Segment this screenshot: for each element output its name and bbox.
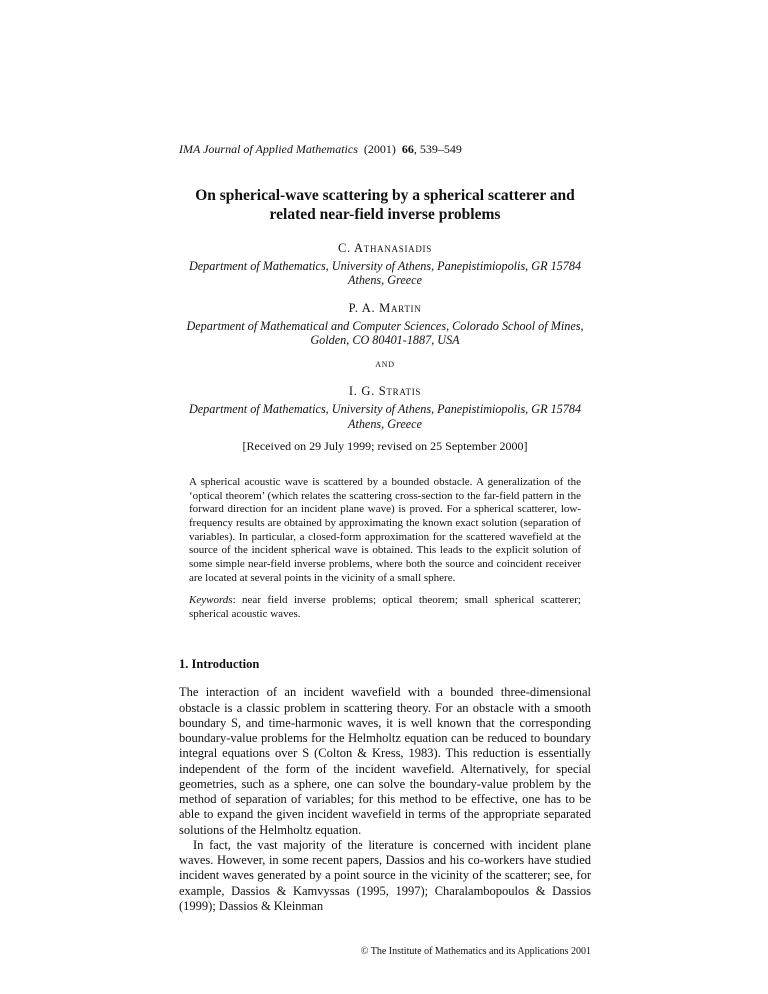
- journal-issue-year: (2001): [363, 142, 396, 156]
- received-revised-line: [Received on 29 July 1999; revised on 25 September 2000]: [242, 439, 528, 454]
- journal-page-range: , 539–549: [413, 142, 462, 156]
- abstract-text: A spherical acoustic wave is scattered by a bounded obstacle. A generalization of the ‘optical theorem’ (which relates the scattering cross-section to the far-field pattern in the forward direction for an incident plane wave) is proved. For a spherical scatterer, low-frequency results are obtained by approximating the known exact solution (separation of variables). In particular, a closed-form approximation for the scattered wavefield at the source of the incident spherical wave is obtained. This leads to the explicit solution of some simple near-field inverse problems, where both the source and coincident receiver are located at several points in the vicinity of a small sphere.: [189, 476, 581, 584]
- and-separator: and: [375, 356, 395, 371]
- keywords-line: [189, 594, 581, 621]
- journal-volume: 66: [401, 142, 414, 156]
- paper-content: [179, 142, 591, 957]
- author-1-affiliation: Department of Mathematics, University of Athens, Panepistimiopolis, GR 15784 Athens, Greece: [188, 258, 582, 288]
- journal-name: IMA Journal of Applied Mathematics: [179, 142, 358, 156]
- keywords-label: Keywords: [189, 594, 233, 607]
- keywords-text: : near field inverse problems; optical theorem; small spherical scatterer; spherical acoustic waves.: [189, 594, 581, 620]
- author-1-name: C. Athanasiadis: [338, 240, 432, 255]
- intro-paragraph-2: In fact, the vast majority of the literature is concerned with incident plane waves. However, in some recent papers, Dassios and his co-workers have studied incident waves generated by a point source in the vicinity of the scatterer; see, for example, Dassios & Kamvyssas (1995, 1997); Charalambopoulos & Dassios (1999); Dassios & Kleinman: [179, 837, 591, 913]
- copyright-footer: © The Institute of Mathematics and its Applications 2001: [360, 946, 591, 958]
- intro-paragraph-1: The interaction of an incident wavefield with a bounded three-dimensional obstacle is a classic problem in scattering theory. For an obstacle with a smooth boundary S, and time-harmonic waves, it is well known that the corresponding boundary-value problems for the Helmholtz equation can be reduced to boundary integral equations over S (Colton & Kress, 1983). This reduction is essentially independent of the form of the incident wavefield. Alternatively, for special geometries, such as a sphere, one can solve the boundary-value problem by the method of separation of variables; for this method to be effective, one has to be able to expand the given incident wavefield in terms of the appropriate separated solutions of the Helmholtz equation.: [179, 685, 591, 837]
- author-3-affiliation: Department of Mathematics, University of Athens, Panepistimiopolis, GR 15784 Athens, Greece: [188, 402, 582, 431]
- journal-header: [179, 142, 591, 157]
- paper-title: On spherical-wave scattering by a spherical scatterer and related near-field inverse problems: [195, 187, 575, 223]
- author-2-name: P. A. Martin: [348, 300, 422, 315]
- author-3-name: I. G. Stratis: [348, 384, 422, 399]
- author-2-affiliation: Department of Mathematical and Computer Sciences, Colorado School of Mines, Golden, CO 80401-1887, USA: [186, 318, 584, 347]
- section-heading-introduction: 1. Introduction: [179, 657, 260, 672]
